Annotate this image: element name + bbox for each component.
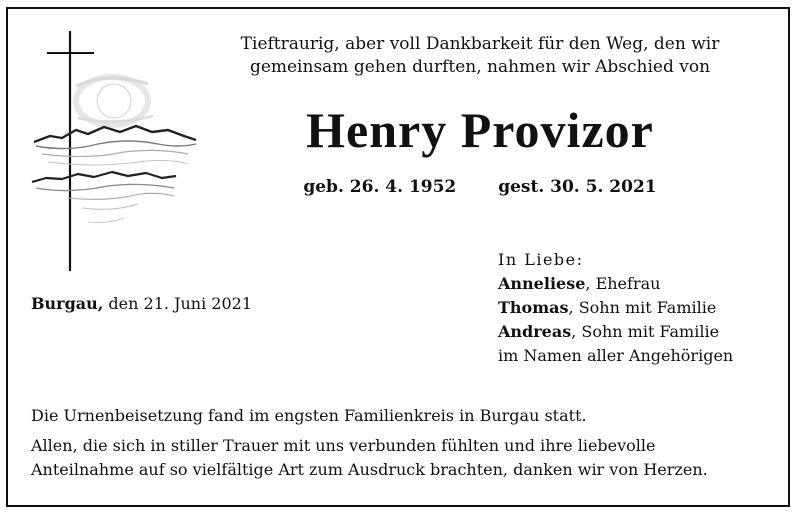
signatory-relation: , Ehefrau — [585, 274, 661, 293]
thanks-line-2: Anteilnahme auf so vielfältige Art zum Ausdruck brachten, danken wir von Herzen. — [31, 460, 708, 479]
thanks-text — [31, 434, 708, 482]
signatory-relation: , Sohn mit Familie — [568, 298, 717, 317]
signatory-name: Anneliese — [498, 274, 586, 293]
signatories-closing: im Namen aller Angehörigen — [498, 346, 734, 365]
signatories — [498, 248, 733, 368]
birth-date: geb. 26. 4. 1952 — [303, 177, 457, 197]
signatory-name: Andreas — [498, 322, 572, 341]
burial-notice: Die Urnenbeisetzung fand im engsten Familienkreis in Burgau statt. — [31, 406, 587, 425]
death-date: gest. 30. 5. 2021 — [498, 177, 657, 197]
place-name: Burgau, — [31, 294, 104, 313]
signatory-2 — [498, 296, 733, 320]
signatories-lead: In Liebe: — [498, 250, 584, 269]
cross-sunset-landscape-icon — [28, 26, 203, 276]
signatory-1 — [498, 272, 733, 296]
thanks-line-1: Allen, die sich in stiller Trauer mit uns verbunden fühlten und ihre liebevolle — [31, 436, 656, 455]
intro-line-2: gemeinsam gehen durften, nahmen wir Abschied von — [249, 57, 711, 77]
life-dates — [210, 177, 750, 197]
signatory-3 — [498, 320, 733, 344]
signatory-relation: , Sohn mit Familie — [571, 322, 720, 341]
deceased-name: Henry Provizor — [306, 102, 654, 158]
signatory-name: Thomas — [498, 298, 569, 317]
place-and-date — [31, 294, 252, 313]
intro-line-1: Tieftraurig, aber voll Dankbarkeit für den Weg, den wir — [240, 34, 720, 54]
intro-text — [210, 33, 750, 79]
date-text: den 21. Juni 2021 — [103, 294, 253, 313]
